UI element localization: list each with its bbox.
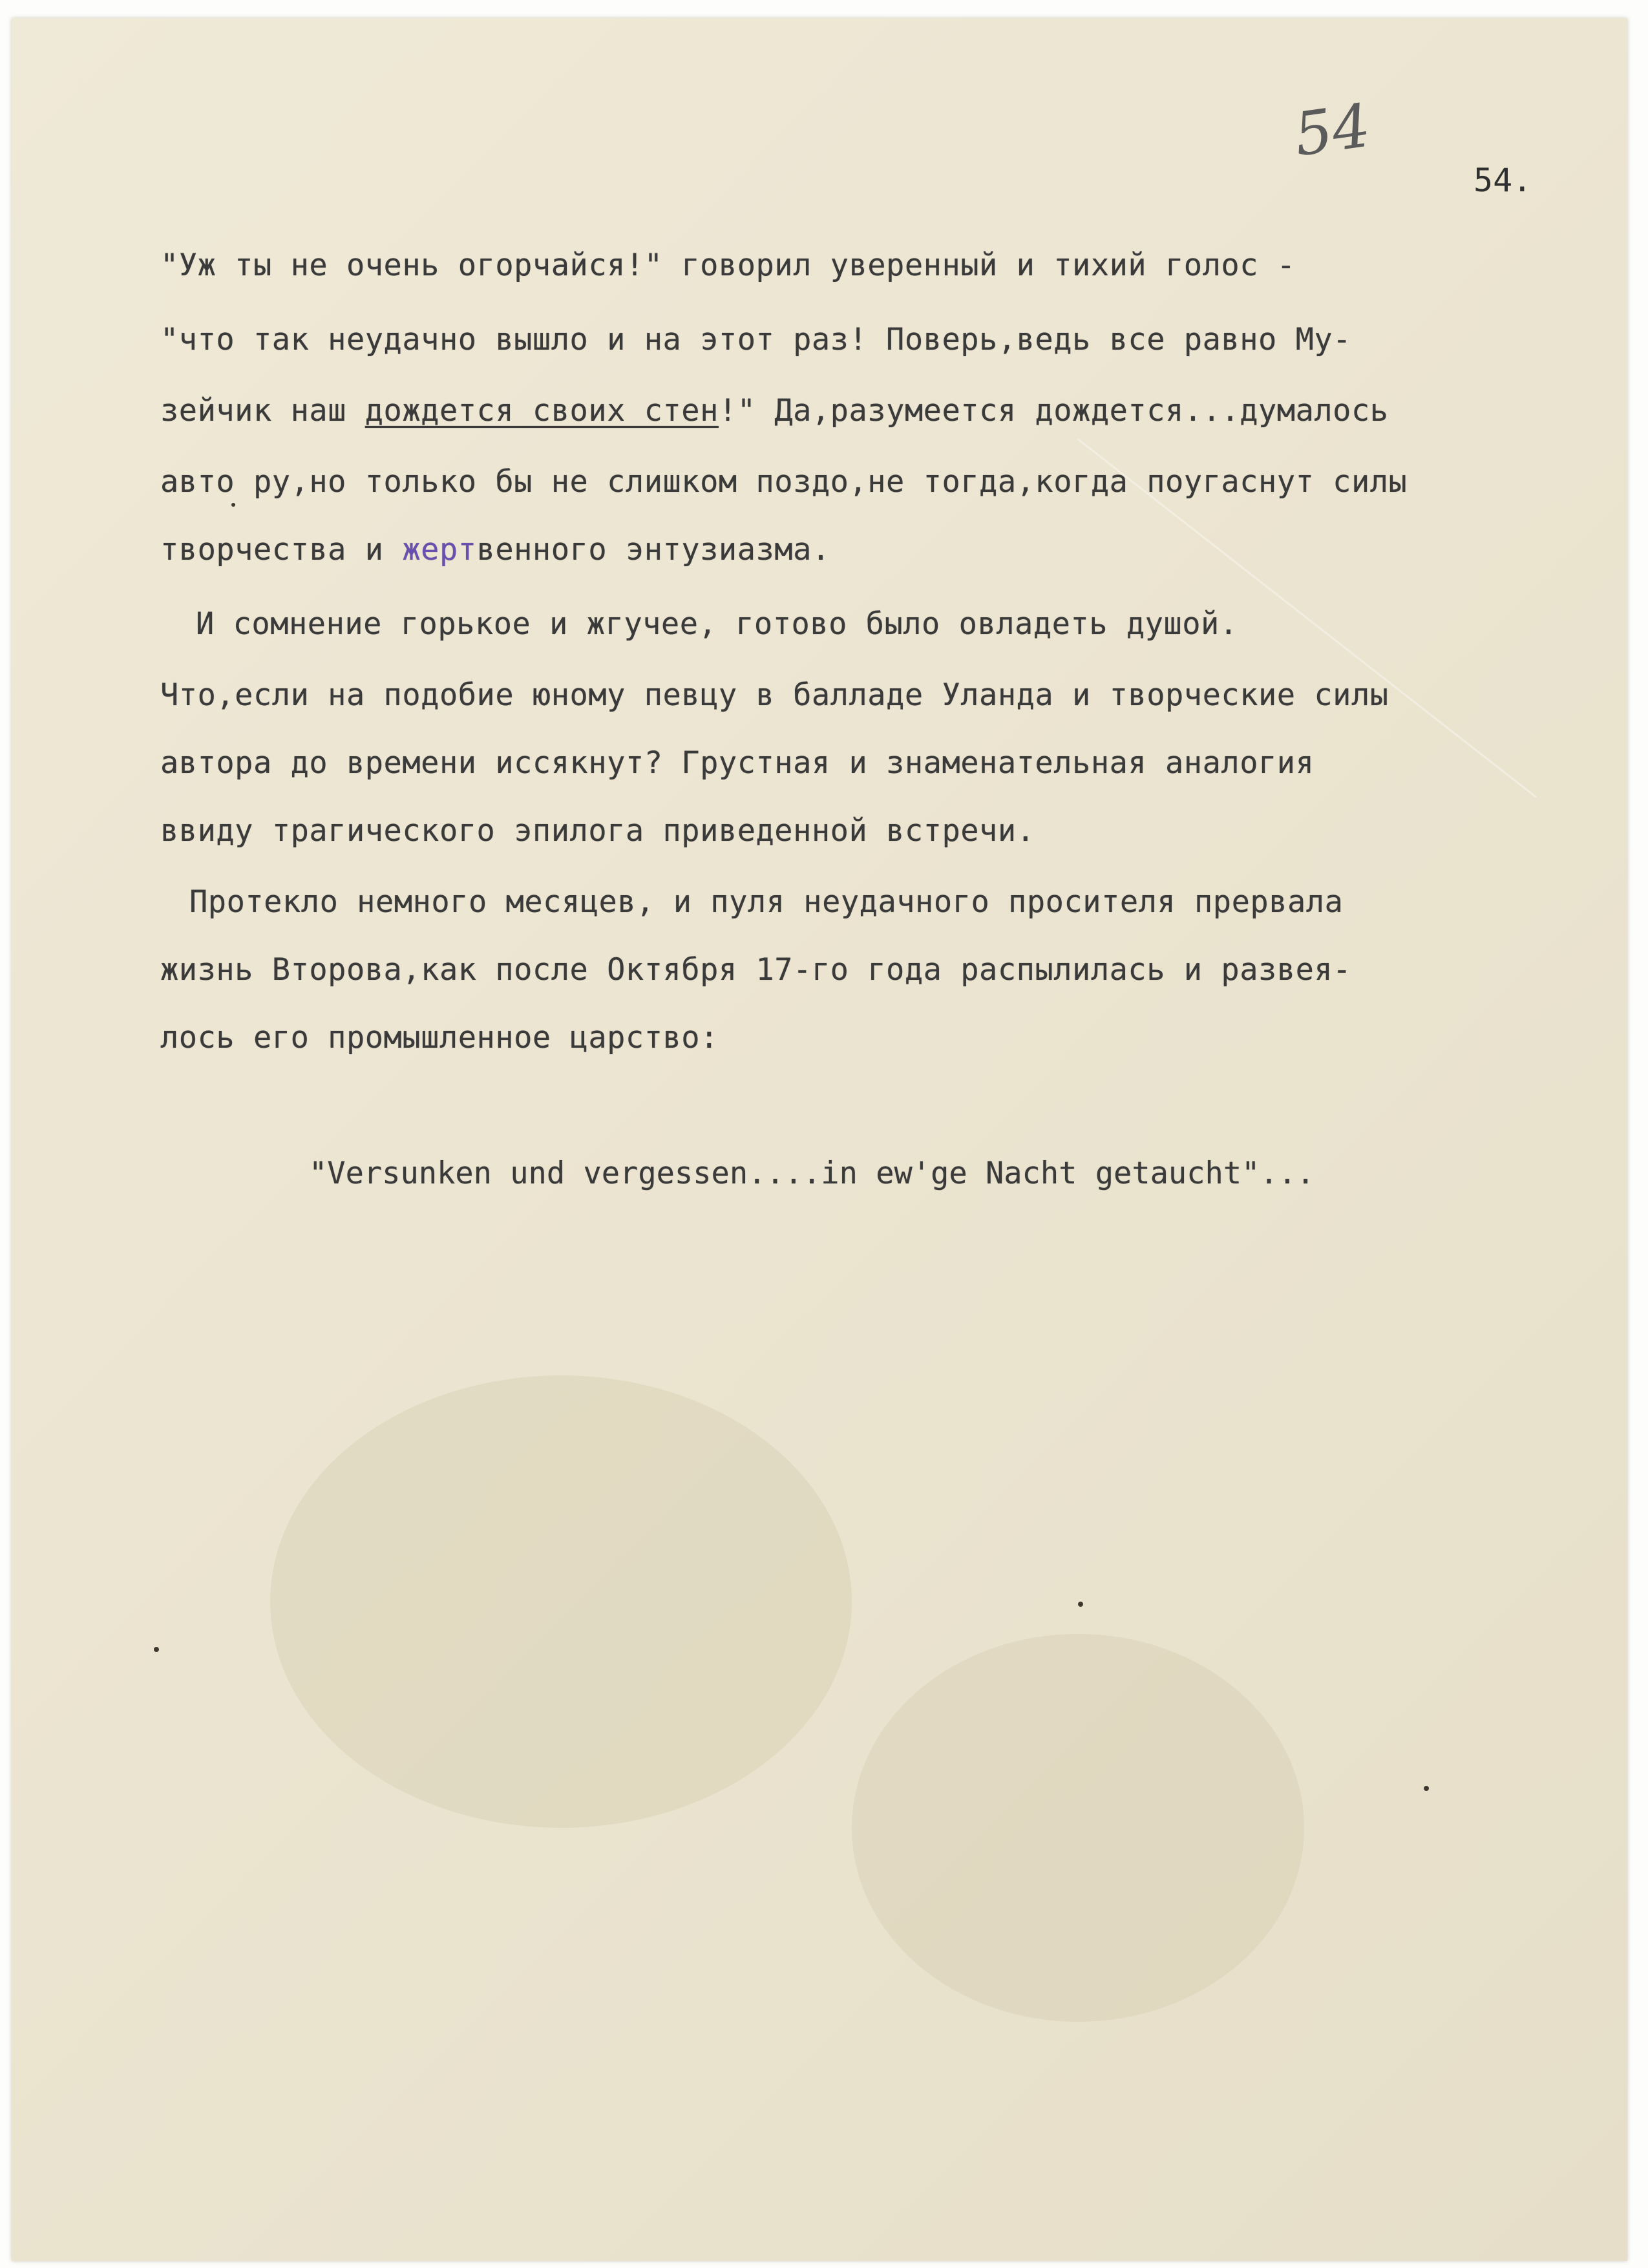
text-line-5-start: творчества и [160,532,403,567]
ink-speck [1424,1786,1429,1791]
text-line-5 [160,532,830,567]
text-line-10: Протекло немного месяцев, и пуля неудачного просителя прервала [189,884,1344,920]
handwritten-archive-number: 54 [1290,90,1375,170]
text-line-1: "Уж ты не очень огорчайся!" говорил уверенный и тихий голос - [160,248,1296,283]
ink-speck [231,503,235,507]
purple-ink-correction: жерт [402,532,477,567]
text-line-3-end: !" Да,разумеется дождется...думалось [718,393,1389,429]
german-quote: "Versunken und vergessen....in ew'ge Nacht getaucht"... [309,1156,1315,1191]
document-page [12,18,1627,2261]
text-line-3-start: зейчик наш [160,393,365,429]
text-line-8: автора до времени иссякнут? Грустная и знаменательная аналогия [160,745,1315,781]
paper-stain [852,1634,1304,2022]
text-line-11: жизнь Второва,как после Октября 17-го года распылилась и развея- [160,952,1351,988]
text-line-9: ввиду трагического эпилога приведенной встречи. [160,813,1035,849]
underlined-phrase: дождется своих стен [364,393,719,429]
text-line-12: лось его промышленное царство: [160,1020,719,1055]
text-line-6: И сомнение горькое и жгучее, готово было овладеть душой. [196,606,1238,642]
text-line-5-end: венного энтузиазма. [476,532,830,567]
text-line-3 [160,393,1389,429]
ink-speck [154,1647,159,1652]
text-line-2: "что так неудачно вышло и на этот раз! Поверь,ведь все равно Му- [160,322,1351,357]
text-line-4: авто ру,но только бы не слишком поздо,не тогда,когда поугаснут силы [160,464,1408,500]
paper-stain [270,1375,852,1828]
page-number: 54. [1474,162,1532,199]
ink-speck [1078,1602,1083,1607]
text-line-7: Что,если на подобие юному певцу в балладе Уланда и творческие силы [160,677,1389,713]
